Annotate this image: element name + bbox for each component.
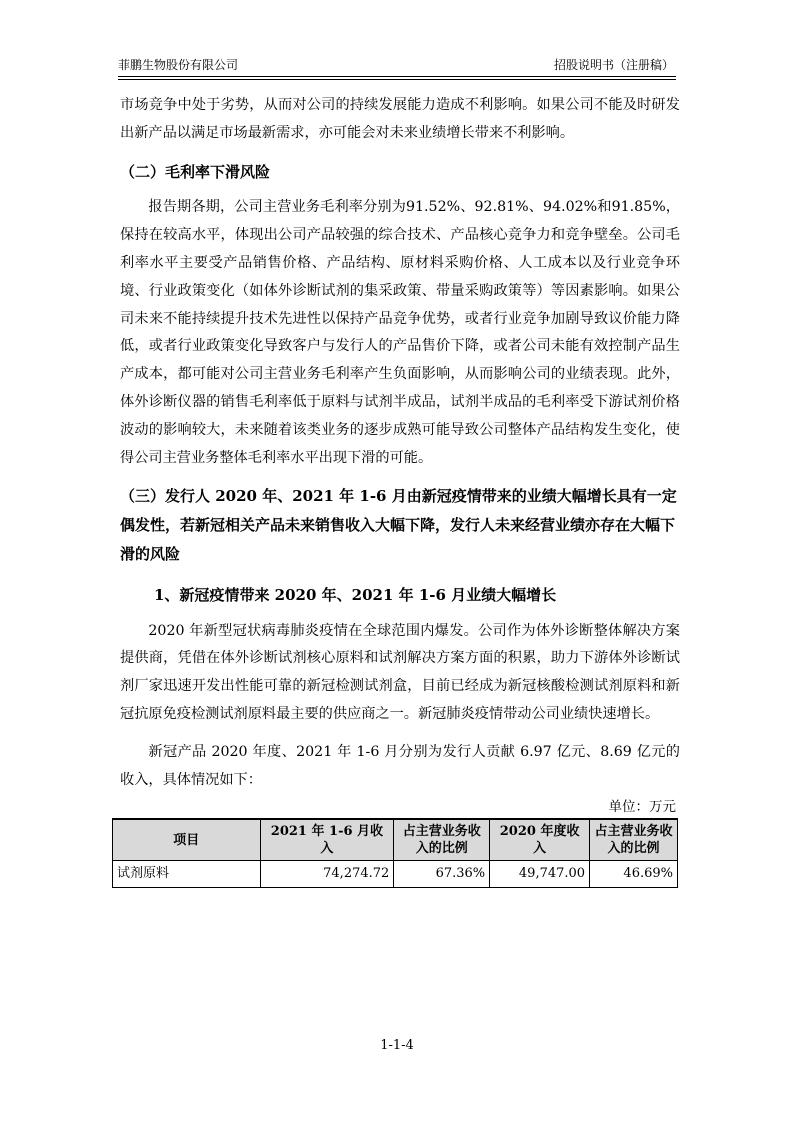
table-header-cell: 2021 年 1-6 月收入 xyxy=(260,819,394,861)
table-header-cell: 2020 年度收入 xyxy=(490,819,590,861)
table-row xyxy=(113,861,678,888)
table-cell-value: 74,274.72 xyxy=(260,861,394,888)
page-number: 1-1-4 xyxy=(380,1038,414,1053)
section-2-heading: （二）毛利率下滑风险 xyxy=(120,162,271,181)
table-header-cell: 项目 xyxy=(113,819,261,861)
table-header-cell: 占主营业务收入的比例 xyxy=(394,819,490,861)
revenue-table xyxy=(112,818,678,888)
table-cell-value: 46.69% xyxy=(590,861,678,888)
company-name: 菲鹏生物股份有限公司 xyxy=(118,58,239,72)
section-2-paragraph: 报告期各期，公司主营业务毛利率分别为91.52%、92.81%、94.02%和91.85%，保持在较高水平，体现出公司产品较强的综合技术、产品核心竞争力和竞争壁垒。公司毛利率水平主要受产品销售价格、产品结构、原材料采购价格、人工成本以及行业竞争环境、行业政策变化（如体外诊断试剂的集采政策、带量采购政策等）等因素影响。如果公司未来不能持续提升技术先进性以保持产品竞争优势，或者行业竞争加剧导致议价能力降低，或者行业政策变化导致客户与发行人的产品售价下降，或者公司未能有效控制产品生产成本，都可能对公司主营业务毛利率产生负面影响，从而影响公司的业绩表现。此外，体外诊断仪器的销售毛利率低于原料与试剂半成品，试剂半成品的毛利率受下游试剂价格波动的影响较大，未来随着该类业务的逐步成熟可能导致公司整体产品结构发生变化，使得公司主营业务整体毛利率水平出现下滑的可能。 xyxy=(120,199,680,466)
table-cell-value: 67.36% xyxy=(394,861,490,888)
header-rule xyxy=(118,79,676,80)
products-paragraph: 新冠产品 2020 年度、2021 年 1-6 月分别为发行人贡献 6.97 亿元、8.69 亿元的收入，具体情况如下： xyxy=(120,743,680,788)
table-cell-value: 49,747.00 xyxy=(490,861,590,888)
page-content xyxy=(117,92,680,888)
table-unit-label: 单位：万元 xyxy=(608,799,676,816)
page-header xyxy=(118,52,676,77)
pandemic-paragraph: 2020 年新型冠状病毒肺炎疫情在全球范围内爆发。公司作为体外诊断整体解决方案提供商，凭借在体外诊断试剂核心原料和试剂解决方案方面的积累，助力下游体外诊断试剂厂家迅速开发出性能可靠的新冠检测试剂盒，目前已经成为新冠核酸检测试剂原料和新冠抗原免疫检测试剂原料最主要的供应商之一。新冠肺炎疫情带动公司业绩快速增长。 xyxy=(120,622,680,722)
intro-paragraph: 市场竞争中处于劣势，从而对公司的持续发展能力造成不利影响。如果公司不能及时研发出新产品以满足市场最新需求，亦可能会对未来业绩增长带来不利影响。 xyxy=(120,97,680,141)
table-cell-item: 试剂原料 xyxy=(113,861,261,888)
subsection-1-heading: 1、新冠疫情带来 2020 年、2021 年 1-6 月业绩大幅增长 xyxy=(154,585,557,604)
table-header-row xyxy=(113,819,678,861)
section-3-heading: （三）发行人 2020 年、2021 年 1-6 月由新冠疫情带来的业绩大幅增长具有一定偶发性，若新冠相关产品未来销售收入大幅下降，发行人未来经营业绩亦存在大幅下滑的风险 xyxy=(120,487,677,563)
table-header-cell: 占主营业务收入的比例 xyxy=(590,819,678,861)
document-title: 招股说明书（注册稿） xyxy=(553,58,674,72)
